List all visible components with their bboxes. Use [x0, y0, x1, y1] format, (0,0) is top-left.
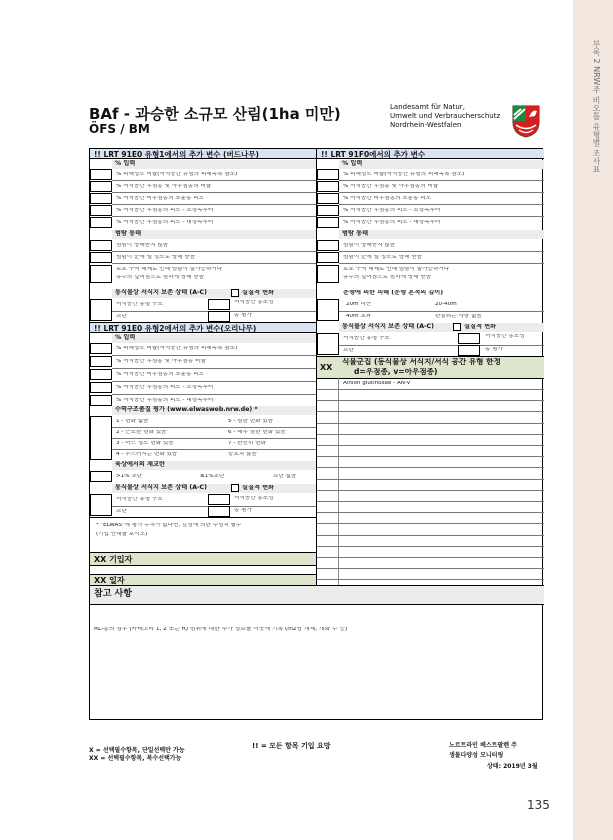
authority-name: Landesamt für Natur, Umwelt und Verbraucherschutz Nordrhein-Westfalen: [390, 103, 501, 129]
left-flood-label: 범람 동태: [112, 230, 316, 239]
input-box[interactable]: [458, 345, 480, 356]
left-pct-label: % 입력: [112, 160, 316, 169]
form-row: 유수의 깊어짐으로 심하게 방해 받음: [343, 275, 432, 280]
input-box[interactable]: [90, 181, 112, 192]
form-row: 관찰되는 사항 없음: [435, 314, 482, 319]
right-flood-label: 범람 동태: [339, 230, 544, 239]
change-label: 실질적 변화: [242, 485, 275, 491]
form-row: 서식공간 유형 구조: [116, 302, 163, 307]
plant-entry-line[interactable]: [317, 579, 544, 580]
input-box[interactable]: [90, 369, 112, 380]
remarks-text: RL-종의 경우 (카테고리 1, 2 또는 R) 범위에 대한 추가 정보를 이곳에 기록 (m2당 개체, 개화 수 등): [94, 627, 348, 632]
form-row: 2 - 근소한 변화 있음: [116, 430, 167, 435]
plant-entry-line[interactable]: [317, 467, 544, 468]
form-row: % 서식공간 우점종 및 아우점종 비율: [116, 359, 206, 364]
input-box[interactable]: [90, 193, 112, 204]
plant-entry-line[interactable]: [317, 423, 544, 424]
input-box[interactable]: [317, 299, 339, 321]
change-checkbox[interactable]: [231, 484, 239, 492]
disturbance-label: 육상에서의 재교란: [112, 461, 316, 470]
left2-conservation-label: 동식물상 서식지 보존 상태 (A-C): [112, 484, 316, 493]
legend-multi: XX = 선택필수항목, 복수선택가능: [89, 755, 182, 762]
input-box[interactable]: [90, 416, 112, 460]
input-box[interactable]: [317, 193, 339, 204]
input-box[interactable]: [90, 471, 112, 482]
input-box[interactable]: [317, 252, 339, 263]
input-box[interactable]: [90, 343, 112, 354]
plant-entry-line[interactable]: [317, 490, 544, 491]
input-box[interactable]: [208, 494, 230, 505]
form-row: 교란 없음: [273, 474, 297, 479]
input-box[interactable]: [317, 205, 339, 216]
org-program: 생물다양성 모니터링: [449, 752, 504, 759]
form-row: 교란: [116, 314, 127, 319]
form-row: 40m 초과: [346, 314, 372, 319]
plant-entry-line[interactable]: [317, 535, 544, 536]
form-row: 서식공간 종조성: [234, 300, 274, 305]
input-box[interactable]: [90, 252, 112, 263]
change-label: 실질적 변화: [242, 290, 275, 296]
form-row: 범람이 눈에 띌 정도로 방해 받음: [343, 255, 423, 260]
plants-heading-sub: d=우점종, v=아우점종): [354, 368, 438, 376]
input-box[interactable]: [317, 169, 339, 180]
form-row: 5 - 심한 변화 있음: [228, 419, 274, 424]
form-row: 보호 구역 해제로 인해 범람이 불가능하거나: [116, 267, 223, 272]
plant-entry-line[interactable]: [317, 512, 544, 513]
plant-entry-line[interactable]: [317, 456, 544, 457]
input-box[interactable]: [90, 299, 112, 321]
elwas-note: (기입 안내를 보시오): [96, 532, 148, 537]
survey-form: [89, 148, 543, 720]
form-row: 1 - 변화 없음: [116, 419, 149, 424]
org-name: 노르트라인 베스트팔렌 주: [449, 742, 517, 749]
form-row: 서식공간 종조성: [485, 334, 525, 339]
form-row: % 서식공간 우점종의 피도 - 대경목부터: [343, 220, 441, 225]
plant-entry-line[interactable]: [317, 557, 544, 558]
right-pct-label: % 입력: [339, 160, 544, 169]
plant-entry-line[interactable]: [317, 479, 544, 480]
recorder-field[interactable]: XX 기입자: [90, 552, 316, 566]
elwas-note: * "ELWAS"에 평가 수치가 없다면, 감정에 의한 추정치 필수: [96, 523, 242, 528]
input-box[interactable]: [90, 356, 112, 367]
left-section2-heading: !! LRT 91E0 유형2에서의 추가 변수(오리나무): [90, 323, 316, 333]
input-box[interactable]: [90, 217, 112, 228]
right-conservation-label: 동식물상 서식지 보존 상태 (A-C): [339, 323, 544, 332]
form-row: % 서식공간 비우점종의 조분종 피도: [343, 196, 432, 201]
form-row: % 서식공간 우점종의 피도 - 대경목부터: [116, 220, 214, 225]
form-row: 보호 구역 해제로 인해 범람이 불가능하거나: [343, 267, 450, 272]
form-row: 서식공간 종조성: [234, 496, 274, 501]
form-row: 총 평가: [234, 508, 252, 513]
required-note: !! = 모든 항목 기입 요망: [252, 742, 331, 750]
input-box[interactable]: [208, 311, 230, 322]
change-checkbox[interactable]: [231, 289, 239, 297]
left2-pct-label: % 입력: [112, 334, 316, 343]
form-row: % 피해정도 비율(서식공간 유형의 피해목록 참조): [343, 172, 465, 177]
legend-single: X = 선택필수항목, 단일선택만 가능: [89, 747, 185, 754]
plant-entry-line[interactable]: [317, 411, 544, 412]
remarks-area[interactable]: [90, 605, 544, 721]
left-conservation-label: 동식물상 서식지 보존 상태 (A-C): [112, 289, 316, 298]
plant-entry-line[interactable]: [317, 523, 544, 524]
form-row: 20-40m: [435, 302, 457, 307]
form-row: % 피해정도 비율(서식공간 유형의 피해목록 참조): [116, 346, 238, 351]
form-row: % 서식공간 우점종의 피도 - 대경목부터: [116, 398, 214, 403]
form-row: 범람이 방해받지 않음: [343, 243, 396, 248]
plants-heading: 식물군집 (동식물상 서식지/서식 공간 유형 한정: [342, 358, 501, 366]
form-row: 유수의 깊어짐으로 심하게 방해 받음: [116, 275, 205, 280]
left-section1-heading: !! LRT 91E0 유형1에서의 추가 변수 (버드나무): [90, 149, 316, 159]
status-date: 상태: 2019년 3월: [487, 763, 538, 770]
input-box[interactable]: [317, 333, 339, 355]
input-box[interactable]: [208, 506, 230, 517]
input-box[interactable]: [458, 333, 480, 344]
remarks-heading: 참고 사항: [90, 586, 544, 604]
form-row: 범람이 눈에 띌 정도로 방해 받음: [116, 255, 196, 260]
input-box[interactable]: [90, 265, 112, 283]
form-row: 서식공간 유형 구조: [343, 336, 390, 341]
plant-entry-line[interactable]: [317, 445, 544, 446]
input-box[interactable]: [90, 240, 112, 251]
side-tab-label: 부록 2 NRW주 비오톱 유형별 조사표: [592, 40, 601, 173]
form-row: 교란: [116, 509, 127, 514]
page-title: BAf - 과승한 소규모 산림(1ha 미만): [89, 105, 341, 123]
nrw-crest-icon: [511, 104, 541, 138]
form-row: % 서식공간 우점종의 피도 - 소경목부터: [116, 385, 214, 390]
plants-marker: XX: [320, 364, 333, 372]
page-number: 135: [527, 798, 550, 812]
input-box[interactable]: [317, 181, 339, 192]
plant-entry-line[interactable]: [317, 434, 544, 435]
water-quality-label: 수역구조품질 평가 (www.elwasweb.nrw.de) *: [112, 406, 316, 415]
form-row: 서식공간 유형 구조: [116, 497, 163, 502]
form-row: ≤1%교란: [200, 474, 225, 479]
stream-damage-label: 운행에 의한 피해 (운행 흔적의 깊이): [343, 290, 444, 296]
form-row: % 서식공간 우점종 및 아우점종의 비율: [343, 184, 439, 189]
input-box[interactable]: [90, 382, 112, 393]
plant-entry-line[interactable]: [317, 501, 544, 502]
form-row: 총 평가: [485, 347, 503, 352]
form-row: 범람이 방해받지 않음: [116, 243, 169, 248]
plant-community-row: Alnion glutinosae - AN-V: [343, 381, 411, 386]
input-box[interactable]: [317, 240, 339, 251]
input-box[interactable]: [90, 494, 112, 516]
plant-entry-line[interactable]: [317, 400, 544, 401]
form-row: 4 - 두드러지는 변화 있음: [116, 452, 178, 457]
plant-entry-line[interactable]: [317, 389, 544, 390]
form-row: 7 - 완전히 변화: [228, 441, 266, 446]
input-box[interactable]: [317, 217, 339, 228]
form-row: % 서식공간 우점종의 피도 - 소경목부터: [116, 208, 214, 213]
date-field[interactable]: XX 일자: [90, 574, 316, 585]
form-row: 3 - 어느 정도 변화 있음: [116, 441, 174, 446]
form-row: % 서식공간 비우점종의 조분종 피도: [116, 196, 205, 201]
plant-entry-line[interactable]: [317, 568, 544, 569]
input-box[interactable]: [90, 205, 112, 216]
input-box[interactable]: [90, 169, 112, 180]
form-row: 중요치 않음: [228, 452, 257, 457]
change-label: 실질적 변화: [464, 324, 497, 330]
form-row: % 서식공간 우점종의 피도 - 소경목부터: [343, 208, 441, 213]
input-box[interactable]: [90, 395, 112, 406]
form-row: 총 평가: [234, 313, 252, 318]
form-row: % 서식공간 우점종 및 아우점종의 비율: [116, 184, 212, 189]
form-row: % 서식공간 비우점종의 조분종 피도: [116, 372, 205, 377]
form-row: 6 - 매우 심한 변화 있음: [228, 430, 286, 435]
change-checkbox[interactable]: [453, 323, 461, 331]
right-section1-heading: !! LRT 91F0에서의 추가 변수: [317, 149, 544, 159]
form-row: % 피해정도 비율(서식공간 유형의 피해목록 참조): [116, 172, 238, 177]
form-row: 교란: [343, 348, 354, 353]
page-subtitle: ÖFS / BM: [89, 122, 150, 136]
form-row: 20m 미만: [346, 302, 372, 307]
input-box[interactable]: [208, 299, 230, 310]
input-box[interactable]: [317, 265, 339, 283]
form-row: >1% 교란: [116, 474, 143, 479]
plant-entry-line[interactable]: [317, 546, 544, 547]
